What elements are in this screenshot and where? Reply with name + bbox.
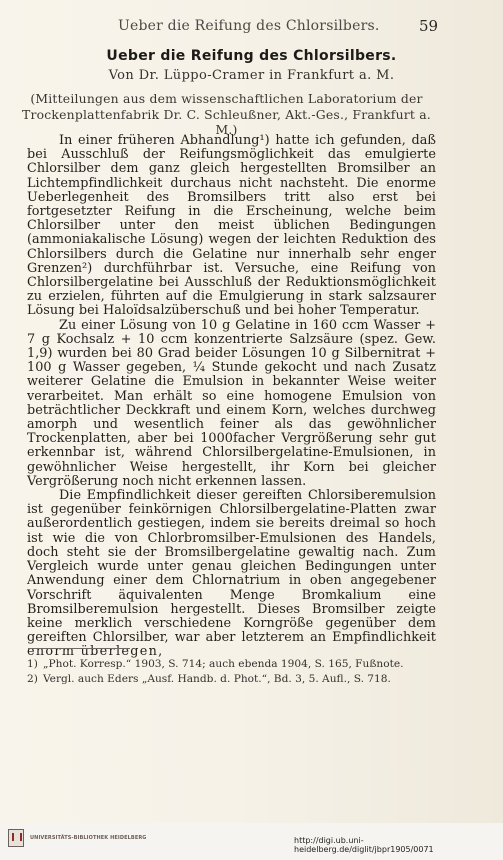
paragraph-3-text: Die Empfindlichkeit dieser gereiften Chlorsiberemulsion ist gegenüber feinkörnigen Chlorsilbergelatine-Platten zwar außerordentlich gestiegen, indem sie bereits dreimal so hoch ist wie die von Chlorbromsilber-Emulsionen des Handels, doch steht sie der Bromsilbergelatine gewaltig nach. Zum Vergleich wurde unter genau gleichen Bedingungen unter Anwendung einer dem Chlornatrium in oben angegebener Vorschrift äquivalenten Menge Bromkalium eine Bromsilberemulsion hergestellt. Dieses Bromsilber zeigte keine merklich verschiedene Korngröße gegenüber dem gereiften Chlorsilber, war aber letzterem an Empfindlichkeit [27,488,436,646]
footnotes [27,657,436,687]
paragraph-1: In einer früheren Abhandlung¹) hatte ich gefunden, daß bei Ausschluß der Reifungsmöglichkeit das emulgierte Chlorsilber dem ganz gleich hergestellten Bromsilber an Lichtempfindlichkeit durchaus nicht nachsteht. Die enorme Ueberlegenheit des Bromsilbers tritt also erst bei fortgesetzter Reifung in die Erscheinung, welche beim Chlorsilber unter den meist üblichen Bedingungen (ammoniakalische Lösung) wegen der leichten Reduktion des Chlorsilbers durch die Gelatine nur innerhalb sehr enger Grenzen²) durchführbar ist. Versuche, eine Reifung von Chlorsilbergelatine bei Ausschluß der Reduktionsmöglichkeit zu erzielen, führten auf die Emulgierung in stark salzsaurer Lösung bei Haloïdsalzüberschuß und bei hoher Temperatur. [27,133,436,319]
institution-name: UNIVERSITÄTS-BIBLIOTHEK HEIDELBERG [30,834,147,841]
university-seal-icon [8,829,24,847]
source-link[interactable]: http://digi.ub.uni-heidelberg.de/diglit/jbpr1905/0071 [294,836,434,854]
article-body [27,134,436,660]
footnote-2 [27,672,436,687]
running-title: Ueber die Reifung des Chlorsilbers. [118,18,380,34]
paragraph-2: Zu einer Lösung von 10 g Gelatine in 160 ccm Wasser + 7 g Kochsalz + 10 ccm konzentrierte Salzsäure (spez. Gew. 1,9) wurden bei 80 Grad beider Lösungen 10 g Silbernitrat + 100 g Wasser gegeben, ¼ Stunde gekocht und nach Zusatz weiterer Gelatine die Emulsion in bekannter Weise weiter verarbeitet. Man erhält so eine homogene Emulsion von beträchtlicher Deckkraft und einem Korn, welches durchweg amorph und wesentlich feiner als das gewöhnlicher Trockenplatten, aber bei 1000facher Vergrößerung sehr gut erkennbar ist, während Chlorsilbergelatine-Emulsionen, in gewöhnlicher Weise hergestellt, ihr Korn bei gleicher Vergrößerung noch nicht erkennen lassen. [27,317,436,489]
footnote-text: „Phot. Korresp.“ 1903, S. 714; auch ebenda 1904, S. 165, Fußnote. [43,658,404,670]
footnote-marker: 1) [27,658,38,670]
footnote-text: Vergl. auch Eders „Ausf. Handb. d. Phot.“, Bd. 3, 5. Aufl., S. 718. [43,673,391,685]
article-affiliation: (Mitteilungen aus dem wissenschaftlichen Laboratorium der Trockenplattenfabrik Dr. C. Schleußner, Akt.-Ges., Frankfurt a. M.) [22,91,431,137]
article-title: Ueber die Reifung des Chlorsilbers. [106,48,397,64]
page-number: 59 [419,17,439,35]
running-head [0,18,503,38]
footnote-divider [28,648,130,649]
emphasis-text: enorm überlegen, [27,644,164,660]
article-author: Von Dr. Lüppo-Cramer in Frankfurt a. M. [108,68,395,83]
footnote-1 [27,657,436,672]
footnote-marker: 2) [27,673,38,685]
library-logo [8,829,147,847]
paragraph-3 [27,489,436,659]
